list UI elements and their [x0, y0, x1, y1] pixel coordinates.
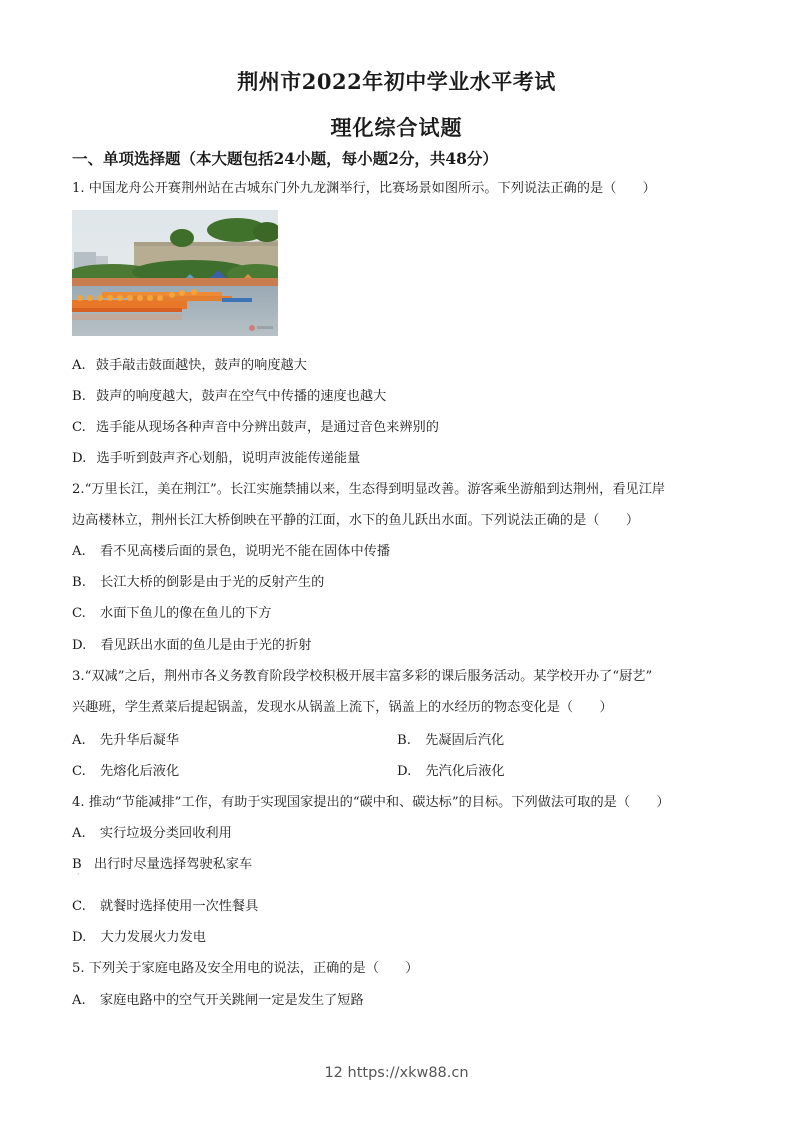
option-label: D.: [397, 764, 412, 779]
exam-subtitle: 理化综合试题: [330, 115, 463, 140]
option-label: D.: [72, 451, 87, 466]
question-1-option-c: [72, 416, 439, 435]
option-text: 先升华后凝华: [99, 733, 180, 748]
option-text: 先凝固后汽化: [425, 733, 505, 748]
stray-mark: ·: [77, 870, 80, 879]
question-1-option-b: [72, 385, 386, 404]
question-3-option-a: [72, 729, 179, 748]
option-text: 先熔化后液化: [100, 764, 180, 779]
option-text: 水面下鱼儿的像在鱼儿的下方: [100, 606, 272, 621]
question-1-stem: 1. 中国龙舟公开赛荆州站在古城东门外九龙渊举行，比赛场景如图所示。下列说法正确的是（ ）: [72, 181, 656, 196]
dragon-boat-race-photo: [72, 210, 278, 336]
question-2-option-d: [72, 634, 312, 653]
question-4-option-d: [72, 926, 206, 945]
question-4-option-c: [72, 895, 258, 914]
question-2-option-c: [72, 602, 271, 621]
question-4-option-a: [72, 822, 232, 841]
question-3-option-c: [72, 760, 179, 779]
option-text: 家庭电路中的空气开关跳闸一定是发生了短路: [99, 993, 364, 1008]
option-label: B: [72, 857, 82, 872]
option-label: A.: [72, 826, 86, 841]
option-label: B.: [397, 733, 411, 748]
question-2-option-b: [72, 571, 324, 590]
option-text: 长江大桥的倒影是由于光的反射产生的: [100, 575, 325, 590]
question-1-option-d: [72, 447, 360, 466]
option-text: 实行垃圾分类回收利用: [99, 826, 232, 841]
option-label: C.: [72, 899, 86, 914]
section-heading: 一、单项选择题（本大题包括24小题，每小题2分，共48分）: [72, 149, 498, 168]
question-1-option-a: [72, 354, 307, 373]
question-5-stem: 5. 下列关于家庭电路及安全用电的说法，正确的是（ ）: [72, 961, 419, 976]
option-label: A.: [72, 544, 86, 559]
option-label: B.: [72, 575, 86, 590]
option-text: 看见跃出水面的鱼儿是由于光的折射: [100, 638, 312, 653]
option-text: 就餐时选择使用一次性餐具: [100, 899, 259, 914]
question-2-stem-line-1: 2.“万里长江，美在荆江”。长江实施禁捕以来，生态得到明显改善。游客乘坐游船到达荆州，看见江岸: [72, 482, 666, 497]
question-2-stem-line-2: 边高楼林立，荆州长江大桥倒映在平静的江面，水下的鱼儿跃出水面。下列说法正确的是（ ）: [72, 513, 640, 528]
option-text: 选手能从现场各种声音中分辨出鼓声，是通过音色来辨别的: [96, 420, 439, 435]
option-text: 选手听到鼓声齐心划船，说明声波能传递能量: [96, 451, 361, 466]
option-text: 出行时尽量选择驾驶私家车: [93, 857, 253, 872]
question-3-stem-line-1: 3.“双减”之后，荆州市各义务教育阶段学校积极开展丰富多彩的课后服务活动。某学校开办了“厨艺”: [72, 669, 653, 684]
question-3-option-d: [397, 760, 505, 779]
option-label: A.: [72, 358, 86, 373]
option-label: C.: [72, 764, 86, 779]
option-text: 先汽化后液化: [425, 764, 505, 779]
option-text: 看不见高楼后面的景色，说明光不能在固体中传播: [99, 544, 391, 559]
option-text: 鼓声的响度越大，鼓声在空气中传播的速度也越大: [96, 389, 387, 404]
question-4-option-b: [72, 853, 252, 872]
question-5-option-a: [72, 989, 364, 1008]
exam-title: 荆州市2022年初中学业水平考试: [237, 69, 556, 94]
option-label: B.: [72, 389, 86, 404]
option-label: A.: [72, 733, 86, 748]
option-label: C.: [72, 606, 86, 621]
option-text: 鼓手敲击鼓面越快，鼓声的响度越大: [95, 358, 307, 373]
option-label: D.: [72, 638, 87, 653]
option-label: D.: [72, 930, 87, 945]
question-2-option-a: [72, 540, 390, 559]
page-footer: 12 https://xkw88.cn: [324, 1065, 469, 1081]
option-label: C.: [72, 420, 86, 435]
option-text: 大力发展火力发电: [100, 930, 206, 945]
question-4-stem: 4. 推动“节能减排”工作，有助于实现国家提出的“碳中和、碳达标”的目标。下列做法可取的是（ ）: [72, 795, 670, 810]
question-3-stem-line-2: 兴趣班，学生煮菜后提起锅盖，发现水从锅盖上流下，锅盖上的水经历的物态变化是（ ）: [72, 700, 613, 715]
question-3-option-b: [397, 729, 504, 748]
option-label: A.: [72, 993, 86, 1008]
